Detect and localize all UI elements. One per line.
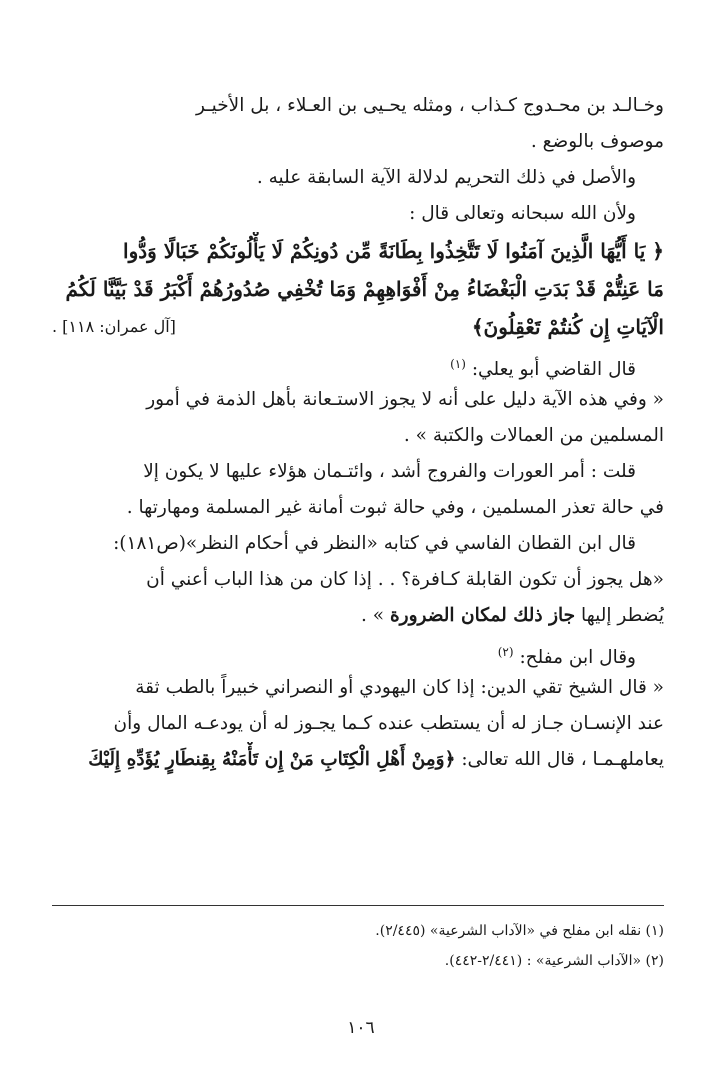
- page-number: ١٠٦: [347, 1018, 375, 1038]
- footnote-2: (٢) «الآداب الشرعية» : (٢/٤٤١-٤٤٢).: [444, 953, 664, 969]
- text-line: قلت : أمر العورات والفروج أشد ، وائتـمان هؤلاء عليها لا يكون إلا: [143, 461, 636, 482]
- footnote-mark-1: (١): [450, 357, 466, 371]
- text-segment: » .: [360, 605, 385, 626]
- text-line: [52, 634, 664, 670]
- text-line: في حالة تعذر المسلمين ، وفي حالة ثبوت أمانة غير المسلمة ومهارتها .: [126, 497, 664, 518]
- footnotes: [52, 905, 664, 976]
- quran-verse-end: الْآيَاتِ إِن كُنتُمْ تَعْقِلُونَ﴾: [471, 315, 664, 339]
- text-line: المسلمين من العمالات والكتبة » .: [403, 425, 664, 446]
- text-line: [52, 742, 664, 778]
- quran-verse-inline: ﴿وَمِنْ أَهْلِ الْكِتَابِ مَنْ إِن تَأْمَنْهُ بِقِنطَارٍ يُؤَدِّهِ إِلَيْكَ: [88, 749, 456, 770]
- text-line: « وفي هذه الآية دليل على أنه لا يجوز الاستـعانة بأهل الذمة في أمور: [146, 389, 664, 410]
- text-line: « قال الشيخ تقي الدين: إذا كان اليهودي أو النصراني خبيراً بالطب ثقة: [135, 677, 664, 698]
- bold-phrase: جاز ذلك لمكان الضرورة: [389, 605, 576, 626]
- text-line: قال ابن القطان الفاسي في كتابه «النظر في أحكام النظر»(ص١٨١):: [113, 533, 636, 554]
- text-line: موصوف بالوضع .: [530, 131, 664, 152]
- text-line: [52, 598, 664, 634]
- page-body: [52, 88, 664, 778]
- text-line: عند الإنسـان جـاز له أن يستطب عنده كـما يجـوز له أن يودعـه المال وأن: [113, 713, 664, 734]
- quran-verse-line: ﴿ يَا أَيُّهَا الَّذِينَ آمَنُوا لَا تَتَّخِذُوا بِطَانَةً مِّن دُونِكُمْ لَا يَأْلُونَكُمْ خَبَالًا وَدُّوا: [123, 239, 664, 263]
- quote-intro: وقال ابن مفلح:: [519, 647, 636, 669]
- footnote-1: (١) نقله ابن مفلح في «الآداب الشرعية» (٢/٤٤٥).: [375, 923, 664, 939]
- text-line: ولأن الله سبحانه وتعالى قال :: [409, 203, 636, 224]
- quote-intro: قال القاضي أبو يعلي:: [471, 359, 636, 381]
- text-segment: يعاملهـمـا ، قال الله تعالى:: [461, 749, 664, 770]
- text-line: [52, 346, 664, 382]
- text-line: والأصل في ذلك التحريم لدلالة الآية السابقة عليه .: [256, 167, 636, 188]
- footnote-mark-2: (٢): [497, 645, 514, 659]
- text-line: وخـالـد بن محـدوج كـذاب ، ومثله يحـيى بن العـلاء ، بل الأخيـر: [196, 95, 664, 116]
- text-segment: يُضطر إليها: [581, 605, 664, 626]
- verse-reference: [آل عمران: ١١٨] .: [52, 317, 176, 336]
- quran-verse-line-with-ref: [52, 308, 664, 346]
- text-line: «هل يجوز أن تكون القابلة كـافرة؟ . . إذا كان من هذا الباب أعني أن: [146, 569, 664, 590]
- quran-verse-line: مَا عَنِتُّمْ قَدْ بَدَتِ الْبَغْضَاءُ مِنْ أَفْوَاهِهِمْ وَمَا تُخْفِي صُدُورُهُمْ أَكْبَرُ قَدْ بَيَّنَّا لَكُمُ: [65, 277, 664, 301]
